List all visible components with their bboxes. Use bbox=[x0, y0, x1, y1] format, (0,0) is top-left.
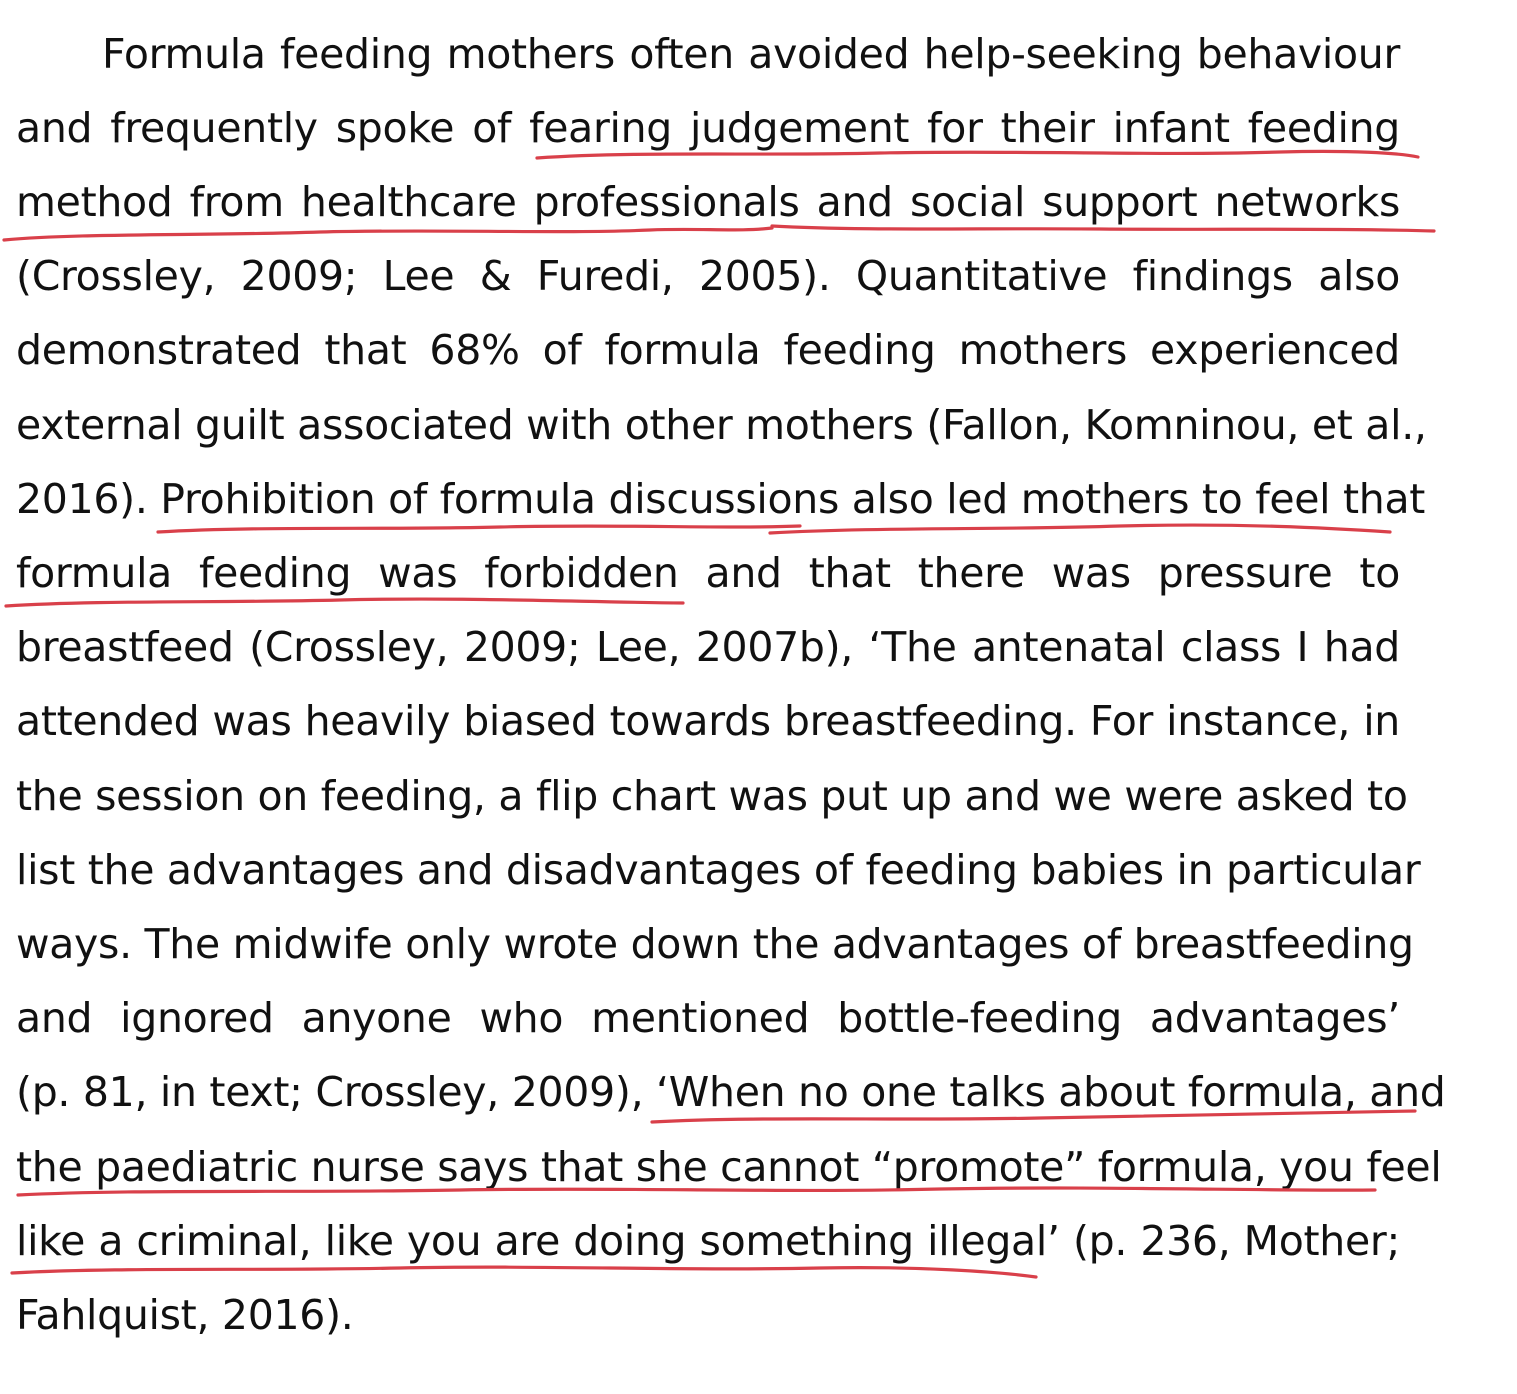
text-line: formula feeding was forbidden and that there was pressure to bbox=[16, 549, 1400, 597]
text-line: list the advantages and disadvantages of feeding babies in particular bbox=[16, 846, 1421, 894]
text-line: (Crossley, 2009; Lee & Furedi, 2005). Quantitative findings also bbox=[16, 252, 1400, 300]
text-line: like a criminal, like you are doing something illegal’ (p. 236, Mother; bbox=[16, 1217, 1400, 1265]
text-line: (p. 81, in text; Crossley, 2009), ‘When no one talks about formula, and bbox=[16, 1068, 1446, 1116]
text-line: and ignored anyone who mentioned bottle-feeding advantages’ bbox=[16, 994, 1400, 1042]
text-line: external guilt associated with other mothers (Fallon, Komninou, et al., bbox=[16, 401, 1427, 449]
text-line: Fahlquist, 2016). bbox=[16, 1291, 354, 1339]
text-line: demonstrated that 68% of formula feeding mothers experienced bbox=[16, 326, 1400, 374]
text-line: and frequently spoke of fearing judgement for their infant feeding bbox=[16, 104, 1400, 152]
text-line: attended was heavily biased towards breastfeeding. For instance, in bbox=[16, 697, 1400, 745]
text-line: the session on feeding, a flip chart was put up and we were asked to bbox=[16, 772, 1408, 820]
text-line: Formula feeding mothers often avoided help-seeking behaviour bbox=[102, 30, 1400, 78]
text-line: breastfeed (Crossley, 2009; Lee, 2007b), ‘The antenatal class I had bbox=[16, 623, 1400, 671]
text-line: 2016). Prohibition of formula discussions also led mothers to feel that bbox=[16, 475, 1426, 523]
text-line: ways. The midwife only wrote down the advantages of breastfeeding bbox=[16, 920, 1414, 968]
text-line: the paediatric nurse says that she cannot “promote” formula, you feel bbox=[16, 1143, 1442, 1191]
text-line: method from healthcare professionals and social support networks bbox=[16, 178, 1400, 226]
